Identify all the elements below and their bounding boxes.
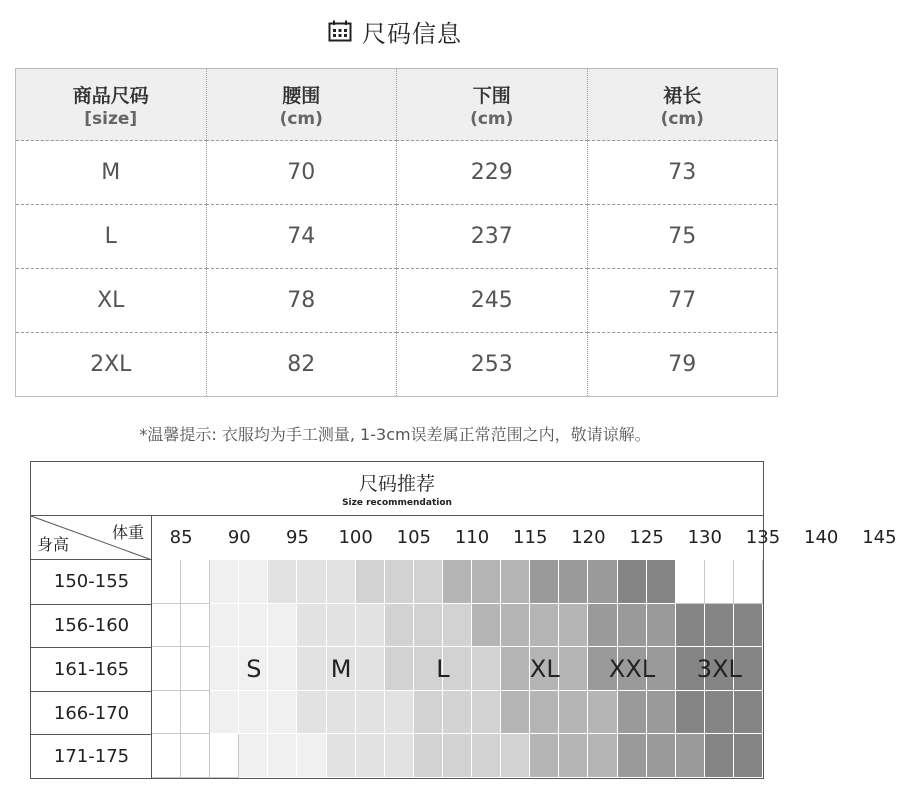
height-row-label: 156-160 (31, 604, 152, 648)
grid-cell (414, 560, 443, 604)
grid-cell (472, 604, 501, 648)
grid-cell (588, 691, 617, 735)
grid-cell (618, 604, 647, 648)
grid-cell (647, 560, 676, 604)
grid-cell (181, 560, 210, 604)
size-region-label: S (246, 655, 262, 683)
grid-cell (647, 734, 676, 778)
hem-cell: 245 (397, 269, 588, 333)
grid-cell (443, 691, 472, 735)
calendar-icon (328, 20, 352, 42)
waist-cell: 70 (206, 141, 397, 205)
grid-cell (210, 734, 239, 778)
grid-cell (210, 647, 239, 691)
grid-cell (356, 734, 385, 778)
grid-cell (152, 560, 181, 604)
grid-cell (385, 647, 414, 691)
size-cell: 2XL (16, 333, 207, 397)
grid-cell (588, 734, 617, 778)
column-header-hem (397, 69, 588, 141)
column-header-unit: [size] (84, 108, 138, 129)
grid-cell (501, 734, 530, 778)
column-header-unit: (cm) (470, 108, 514, 129)
grid-cell (676, 560, 705, 604)
grid-cell (210, 691, 239, 735)
height-row-label: 171-175 (31, 734, 152, 778)
hem-cell: 229 (397, 141, 588, 205)
grid-cell (327, 604, 356, 648)
weight-column-label: 145 (862, 527, 897, 548)
grid-cell (239, 604, 268, 648)
grid-cell (472, 647, 501, 691)
recommendation-subtitle: Size recommendation (342, 498, 452, 508)
size-cell: XL (16, 269, 207, 333)
grid-cell (327, 560, 356, 604)
grid-cell (559, 734, 588, 778)
grid-cell (472, 734, 501, 778)
grid-cell (618, 560, 647, 604)
grid-cell (443, 560, 472, 604)
grid-cell (327, 734, 356, 778)
grid-cell (472, 560, 501, 604)
weight-column-label: 140 (804, 527, 839, 548)
weight-column-label: 130 (687, 527, 722, 548)
column-header-size (16, 69, 207, 141)
grid-cell (618, 691, 647, 735)
grid-cell (414, 604, 443, 648)
height-row-label: 166-170 (31, 691, 152, 735)
waist-cell: 78 (206, 269, 397, 333)
weight-axis-label: 体重 (111, 523, 144, 542)
weight-column-label: 120 (571, 527, 606, 548)
size-region-label: M (330, 655, 352, 683)
grid-cell (443, 734, 472, 778)
grid-cell (152, 691, 181, 735)
grid-cell (239, 560, 268, 604)
grid-cell (385, 691, 414, 735)
grid-cell (181, 734, 210, 778)
grid-cell (705, 560, 734, 604)
grid-cell (501, 560, 530, 604)
grid-cell (588, 560, 617, 604)
grid-cell (705, 734, 734, 778)
grid-cell (530, 734, 559, 778)
grid-cell (414, 691, 443, 735)
grid-cell (356, 647, 385, 691)
grid-cell (647, 691, 676, 735)
size-region-label: XL (529, 655, 560, 683)
column-header-label: 腰围 (282, 84, 321, 107)
grid-cell (181, 691, 210, 735)
grid-cell (210, 604, 239, 648)
weight-column-label: 110 (454, 527, 490, 548)
grid-cell (210, 560, 239, 604)
grid-cell (268, 647, 297, 691)
page-header (0, 14, 790, 48)
grid-cell (559, 604, 588, 648)
length-cell: 73 (668, 160, 697, 185)
column-header-label: 下围 (472, 84, 511, 107)
grid-cell (356, 691, 385, 735)
grid-cell (734, 691, 763, 735)
table-row (16, 205, 778, 269)
size-table (15, 68, 778, 397)
grid-cell (385, 560, 414, 604)
grid-cell (268, 734, 297, 778)
label-column-divider (151, 516, 152, 778)
grid-cell (501, 691, 530, 735)
column-header-waist (206, 69, 397, 141)
grid-cell (501, 604, 530, 648)
grid-cell (152, 604, 181, 648)
weight-column-label: 105 (396, 527, 432, 548)
grid-cell (356, 560, 385, 604)
column-header-unit: (cm) (279, 108, 323, 129)
height-row-label: 150-155 (53, 571, 130, 593)
grid-cell (705, 604, 734, 648)
size-region-label: XXL (608, 655, 656, 683)
grid-cell (152, 647, 181, 691)
grid-cell (734, 604, 763, 648)
table-row (16, 269, 778, 333)
grid-cell (530, 691, 559, 735)
grid-cell (443, 604, 472, 648)
grid-cell (705, 691, 734, 735)
page-title: 尺码信息 (362, 19, 462, 48)
grid-cell (618, 734, 647, 778)
recommendation-header (31, 462, 763, 516)
measurement-note: *温馨提示: 衣服均为手工测量, 1-3cm误差属正常范围之内，敬请谅解。 (139, 425, 651, 444)
column-header-label: 商品尺码 (72, 84, 149, 107)
height-row-label: 161-165 (31, 647, 152, 691)
grid-cell (181, 647, 210, 691)
corner-header (31, 516, 152, 560)
grid-cell (297, 734, 326, 778)
weight-column-label: 135 (745, 527, 781, 548)
grid-cell (676, 604, 705, 648)
size-cell: M (16, 141, 207, 205)
grid-cell (297, 691, 326, 735)
grid-cell (501, 647, 530, 691)
height-axis-label: 身高 (37, 535, 70, 554)
grid-cell (297, 647, 326, 691)
grid-cell (356, 604, 385, 648)
size-table-header-row (16, 69, 778, 141)
grid-cell (676, 734, 705, 778)
recommendation-grid (152, 516, 897, 778)
grid-cell (530, 560, 559, 604)
column-header-label: 裙长 (663, 84, 702, 107)
length-cell: 77 (668, 288, 697, 313)
table-row (16, 141, 778, 205)
grid-cell (268, 691, 297, 735)
grid-cell (385, 734, 414, 778)
grid-cell (734, 734, 763, 778)
recommendation-title: 尺码推荐 (358, 473, 435, 495)
grid-cell (647, 604, 676, 648)
grid-cell (559, 560, 588, 604)
grid-cell (152, 734, 181, 778)
grid-cell (559, 691, 588, 735)
grid-cell (734, 560, 763, 604)
size-region-label: 3XL (696, 655, 742, 683)
grid-cell (268, 604, 297, 648)
grid-cell (239, 691, 268, 735)
size-region-label: L (436, 655, 450, 683)
size-recommendation-chart (30, 461, 897, 779)
grid-cell (414, 734, 443, 778)
weight-column-label: 125 (629, 527, 664, 548)
hem-cell: 253 (397, 333, 588, 397)
table-row (16, 333, 778, 397)
weight-column-label: 95 (286, 527, 309, 548)
weight-column-label: 100 (338, 527, 373, 548)
grid-cell (472, 691, 501, 735)
weight-column-label: 85 (169, 527, 193, 548)
grid-cell (676, 691, 705, 735)
grid-cell (385, 604, 414, 648)
waist-cell: 74 (206, 205, 397, 269)
column-header-length (587, 69, 778, 141)
grid-cell (297, 604, 326, 648)
grid-cell (239, 734, 268, 778)
grid-cell (327, 691, 356, 735)
grid-cell (588, 604, 617, 648)
length-cell: 75 (668, 224, 697, 249)
grid-cell (297, 560, 326, 604)
grid-cell (559, 647, 588, 691)
hem-cell: 237 (397, 205, 588, 269)
column-header-unit: (cm) (660, 108, 704, 129)
size-cell: L (16, 205, 207, 269)
length-cell: 79 (668, 352, 697, 377)
grid-cell (530, 604, 559, 648)
waist-cell: 82 (206, 333, 397, 397)
grid-cell (268, 560, 297, 604)
weight-column-label: 115 (513, 527, 548, 548)
grid-cell (181, 604, 210, 648)
weight-column-label: 90 (227, 527, 251, 548)
